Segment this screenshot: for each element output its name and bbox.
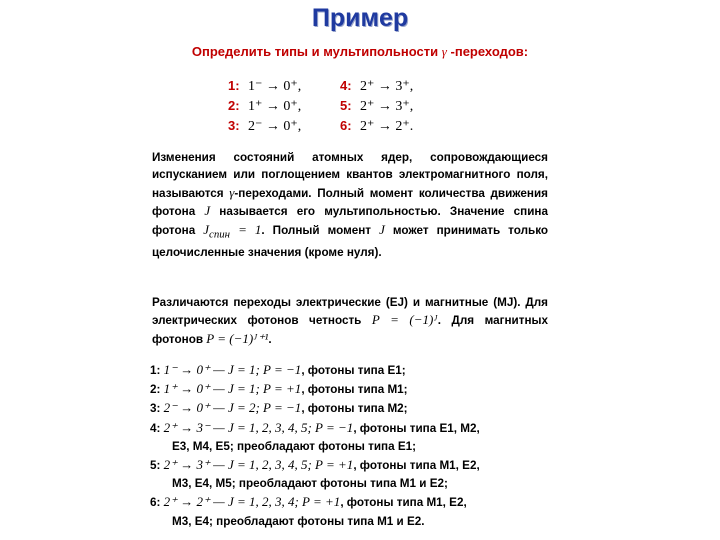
paragraph-text: -переходами. Полный момент количества движения фотона xyxy=(152,186,548,219)
case-number: 4: xyxy=(150,421,161,435)
case-formula: 2⁻ → 0⁺ — J = 2; P = −1 xyxy=(163,400,302,416)
paragraph-text: называется его мультипольностью. Значение спина фотона xyxy=(152,205,548,237)
transition-expression: 2⁺ → 3⁺, xyxy=(360,79,414,94)
transition-expression: 2⁺ → 2⁺. xyxy=(360,119,414,134)
transition-number: 1: xyxy=(228,78,240,93)
transition-number: 4: xyxy=(340,78,352,93)
case-formula: 2⁺ → 3⁺ — J = 1, 2, 3, 4, 5; P = +1 xyxy=(163,457,354,473)
transition-expression: 1⁺ → 0⁺, xyxy=(248,99,302,114)
solution-case xyxy=(150,419,550,456)
math-J-spin xyxy=(203,221,262,241)
math-J: J xyxy=(204,203,211,219)
case-text: , фотоны типа M1; xyxy=(301,383,408,397)
gamma-symbol: γ xyxy=(229,184,235,200)
case-continuation: M3, E4; преобладают фотоны типа M1 и E2. xyxy=(172,514,425,528)
case-formula: 1⁺ → 0⁺ — J = 1; P = +1 xyxy=(163,381,302,397)
case-continuation: M3, E4, M5; преобладают фотоны типа M1 и E2; xyxy=(172,477,448,491)
task-statement xyxy=(0,44,720,60)
paragraph-text: может принимать только целочисленные значения (кроме нуля). xyxy=(152,223,549,259)
case-continuation: E3, M4, E5; преобладают фотоны типа E1; xyxy=(172,439,417,453)
transition-expression: 2⁺ → 3⁺, xyxy=(360,99,414,114)
spin-value: = 1 xyxy=(238,221,262,237)
gamma-symbol: γ xyxy=(441,44,447,59)
case-number: 3: xyxy=(150,402,161,416)
paragraph-text: Различаются переходы электрические (EJ) и магнитные (MJ). Для электрических фотонов четность xyxy=(152,296,548,328)
case-text: , фотоны типа E1, M2, xyxy=(353,421,480,435)
parity-formula-magnetic: P = (−1)ᴶ⁺¹ xyxy=(206,330,269,346)
parity-paragraph xyxy=(152,294,548,348)
case-text: , фотоны типа M2; xyxy=(301,402,408,416)
paragraph-text: . xyxy=(268,332,272,346)
paragraph-text: Изменения состояний атомных ядер, сопровождающиеся испусканием или поглощением квантов электромагнитного поля, называются xyxy=(152,151,548,200)
solution-case xyxy=(150,380,550,399)
math-J: J xyxy=(379,221,385,237)
solution-case xyxy=(150,456,550,493)
transitions-list xyxy=(228,78,440,135)
spin-subscript: спин xyxy=(209,228,231,241)
case-number: 6: xyxy=(150,496,161,510)
case-formula: 1⁻ → 0⁺ — J = 1; P = −1 xyxy=(163,362,302,377)
transition-number: 6: xyxy=(340,118,352,133)
case-text: , фотоны типа M1, E2, xyxy=(353,459,480,473)
transition-number: 3: xyxy=(228,118,240,133)
transition-number: 5: xyxy=(340,98,352,113)
transition-expression: 2⁻ → 0⁺, xyxy=(248,119,302,134)
slide-title: Пример xyxy=(311,4,409,32)
case-number: 1: xyxy=(150,364,161,377)
transition-number: 2: xyxy=(228,98,240,113)
case-formula: 2⁺ → 2⁺ — J = 1, 2, 3, 4; P = +1 xyxy=(163,494,341,510)
case-number: 5: xyxy=(150,459,161,473)
task-text-before: Определить типы и мультипольности xyxy=(191,44,439,59)
math-J: J xyxy=(203,221,210,237)
paragraph-text: . Полный момент xyxy=(261,223,372,237)
solution-case xyxy=(150,361,550,380)
solution-case xyxy=(150,399,550,418)
case-text: , фотоны типа E1; xyxy=(301,364,406,377)
parity-formula-electric: P = (−1)ᴶ xyxy=(371,312,438,328)
definition-paragraph xyxy=(152,149,548,261)
paragraph-text: . Для магнитных фотонов xyxy=(152,314,549,346)
case-text: , фотоны типа M1, E2, xyxy=(340,496,467,510)
case-formula: 2⁺ → 3⁻ — J = 1, 2, 3, 4, 5; P = −1 xyxy=(163,419,354,435)
solution-list xyxy=(150,361,550,531)
task-text-after: -переходов: xyxy=(450,44,529,59)
case-number: 2: xyxy=(150,383,161,397)
solution-case xyxy=(150,493,550,530)
transition-expression: 1⁻ → 0⁺, xyxy=(248,79,302,94)
